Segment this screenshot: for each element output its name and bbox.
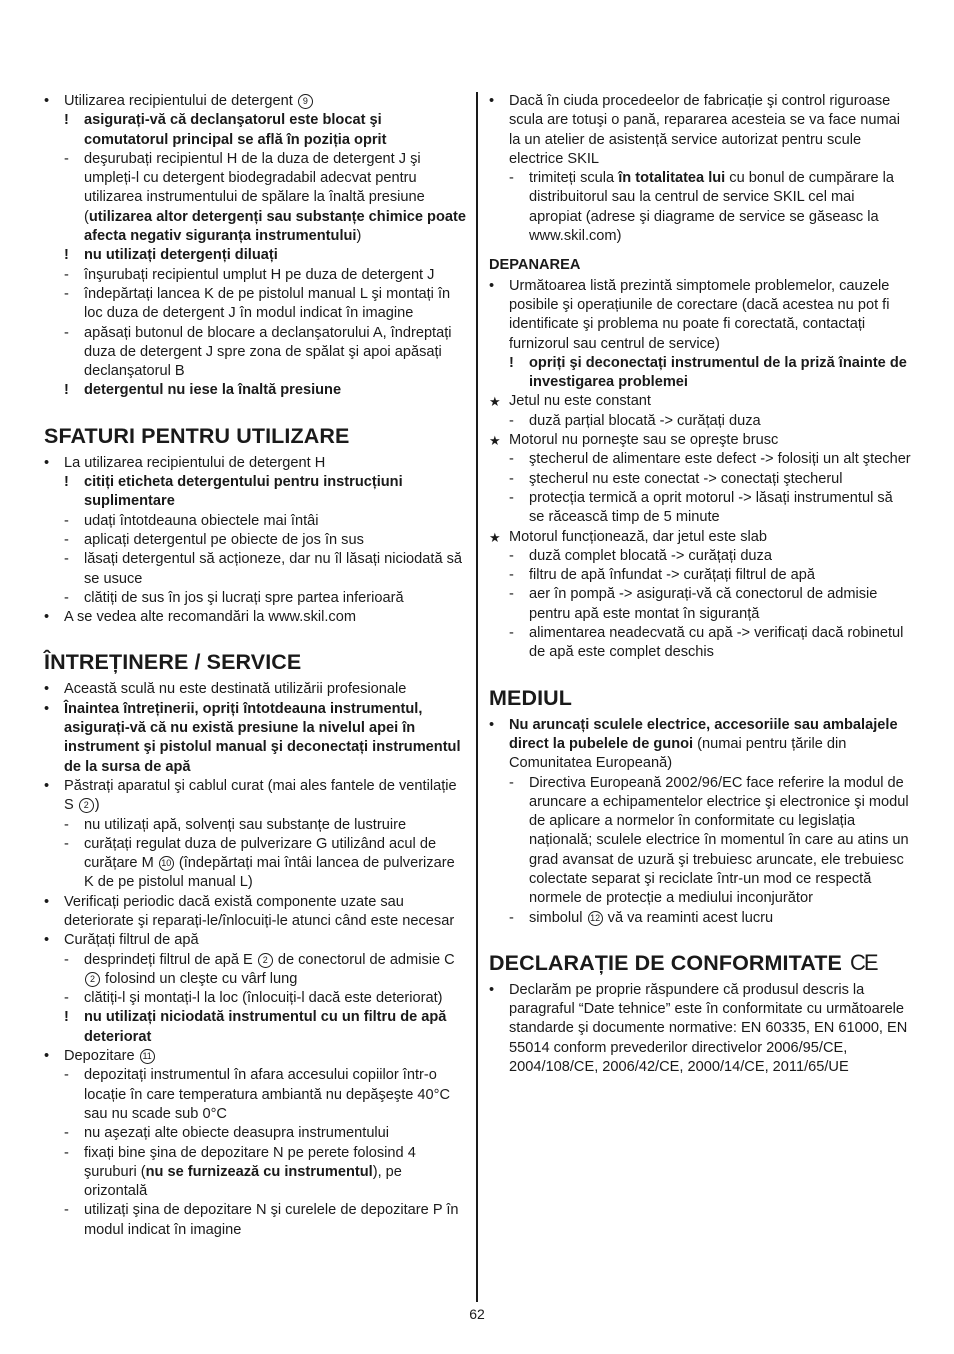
text-segment: utilizați şina de depozitare N şi curelele de depozitare P în modul indicat în imagine	[84, 1202, 459, 1238]
text-segment: nu se furnizează cu instrumentul	[145, 1163, 373, 1180]
text-segment: desprindeți filtrul de apă E	[84, 951, 257, 968]
text-segment: simbolul	[529, 909, 587, 926]
text-segment: Dacă în ciuda procedeelor de fabricație şi control riguroase scula are totuşi o pană, repararea acesteia se va face numai la un atelier de asistență service autorizat pentru scule electrice SKIL	[509, 93, 901, 167]
list-item	[489, 489, 911, 528]
list-item	[44, 1144, 466, 1202]
text-segment: detergentul nu iese la înaltă presiune	[84, 382, 342, 399]
list-item	[44, 550, 466, 589]
bullet-marker: -	[509, 451, 514, 468]
list-item	[44, 1066, 466, 1124]
text-segment: duză complet blocată -> curățați duza	[529, 547, 772, 564]
text-segment: clătiți-l şi montați-l la loc (înlocuiți-l dacă este deteriorat)	[84, 990, 443, 1007]
star-bullet-icon: ★	[489, 433, 501, 449]
list-item	[489, 981, 911, 1077]
list-item	[44, 381, 466, 400]
bullet-marker: -	[509, 470, 514, 487]
text-segment: lăsați detergentul să acționeze, dar nu îl lăsați niciodată să se usuce	[84, 551, 463, 587]
column-divider	[476, 92, 478, 1302]
list-item	[489, 450, 911, 469]
text-segment: alimentarea neadecvată cu apă -> verificați dacă robinetul de apă este complet deschis	[529, 625, 904, 661]
list-item	[489, 716, 911, 774]
text-segment: )	[94, 797, 100, 814]
list-item	[489, 624, 911, 663]
list-item	[489, 774, 911, 909]
text-segment: )	[356, 228, 362, 245]
text-segment: ştecherul nu este conectat -> conectați ştecherul	[529, 470, 843, 487]
bullet-marker: •	[489, 277, 495, 294]
warning-marker: !	[64, 1009, 69, 1026]
tips-list	[44, 454, 466, 628]
maintenance-heading: ÎNTREȚINERE / SERVICE	[44, 650, 302, 675]
text-segment: fixați bine şina de depozitare N pe perete folosind 4 şuruburi (	[84, 1144, 416, 1180]
figure-reference-icon: 2	[258, 953, 273, 968]
text-segment: Motorul nu porneşte sau se opreşte brusc	[509, 432, 779, 449]
figure-reference-icon: 2	[79, 798, 94, 813]
warning-marker: !	[64, 474, 69, 491]
text-segment: Declarăm pe proprie răspundere că produsul descris la paragraful “Date tehnice” este în conformitate cu următoarele standarde şi documente normative: EN 60335, EN 61000, EN 55014 conform prevederilor directivelor 2006/95/CE, 2004/108/CE, 2006/42/CE, 2000/14/CE, 2011/65/UE	[509, 981, 908, 1076]
text-segment: îndepărtați lancea K de pe pistolul manual L şi montați în loc duza de detergent J în modul indicat în imagine	[84, 285, 451, 322]
list-item	[44, 589, 466, 608]
list-item	[44, 454, 466, 473]
list-item	[44, 893, 466, 932]
list-item	[44, 816, 466, 835]
bullet-marker: •	[44, 700, 50, 717]
bullet-marker: -	[64, 951, 69, 968]
list-item	[44, 777, 466, 816]
troubleshooting-heading: DEPANAREA	[489, 257, 581, 274]
list-item	[44, 931, 466, 950]
text-segment: clătiți de sus în jos şi lucrați spre partea inferioară	[84, 589, 404, 606]
bullet-marker: -	[64, 512, 69, 529]
bullet-marker: -	[509, 774, 514, 791]
text-segment: Directiva Europeană 2002/96/EC face referire la modul de aruncare a echipamentelor electrice şi electronice şi modul de aplicare a normelor în conformitate cu legislația națională; sculele electrice în momentul în care au atins un grad avansat de uzură şi trebuiesc aruncate, ele trebuiesc colectate separat şi reciclate într-un mod ce respectă normele de protecție a mediului inconjurător	[529, 774, 909, 907]
star-bullet-icon: ★	[489, 529, 501, 545]
text-segment: Înaintea întreținerii, opriți întotdeauna instrumentul, asigurați-vă că nu există presiune la nivelul apei în instrument şi pistolul manual şi deconectați instrumentul de la sursa de apă	[64, 700, 461, 775]
ce-mark-icon: CE	[849, 949, 877, 975]
text-segment: aplicați detergentul pe obiecte de jos în sus	[84, 531, 364, 548]
text-segment: Curățați filtrul de apă	[64, 932, 199, 949]
warning-marker: !	[509, 354, 514, 371]
bullet-marker: -	[509, 547, 514, 564]
text-segment: asigurați-vă că declanşatorul este blocat şi comutatorul principal se află în poziția oprit	[84, 112, 387, 148]
warning-marker: !	[64, 247, 69, 264]
bullet-marker: •	[44, 932, 50, 949]
text-segment: ), pe orizontală	[84, 1163, 402, 1200]
text-segment: curățați regulat duza de pulverizare G utilizând acul de curățare M	[84, 835, 437, 872]
bullet-marker: •	[489, 716, 495, 733]
list-item	[44, 324, 466, 382]
text-segment: nu utilizați detergenți diluați	[84, 247, 278, 264]
list-item	[489, 277, 911, 354]
bullet-marker: -	[64, 1067, 69, 1084]
list-item	[44, 1008, 466, 1047]
bullet-marker: -	[64, 285, 69, 302]
conformity-title: DECLARAȚIE DE CONFORMITATE	[489, 950, 842, 975]
figure-reference-icon: 11	[140, 1049, 155, 1064]
list-item	[489, 470, 911, 489]
text-segment: udați întotdeauna obiectele mai întâi	[84, 512, 319, 529]
text-segment: (numai pentru țările din Comunitatea Europeană)	[509, 735, 847, 772]
bullet-marker: -	[64, 551, 69, 568]
warning-marker: !	[64, 382, 69, 399]
list-item	[489, 431, 911, 450]
bullet-marker: -	[509, 625, 514, 642]
bullet-marker: -	[509, 586, 514, 603]
bullet-marker: •	[44, 777, 50, 794]
bullet-marker: -	[64, 531, 69, 548]
bullet-marker: -	[64, 990, 69, 1007]
list-item	[44, 680, 466, 699]
conformity-list	[489, 981, 911, 1077]
list-item	[489, 528, 911, 547]
tips-heading: SFATURI PENTRU UTILIZARE	[44, 423, 350, 448]
bullet-marker: •	[44, 681, 50, 698]
text-segment: utilizarea altor detergenți sau substanțe chimice poate afecta negativ siguranța instrumentului	[84, 208, 466, 245]
bullet-marker: •	[44, 893, 50, 910]
list-item	[489, 585, 911, 624]
list-item	[44, 111, 466, 150]
conformity-heading	[489, 950, 911, 976]
bullet-marker: -	[64, 1125, 69, 1142]
text-segment: Depozitare	[64, 1048, 139, 1065]
text-segment: înşurubați recipientul umplut H pe duza de detergent J	[84, 266, 435, 283]
text-segment: nu aşezați alte obiecte deasupra instrumentului	[84, 1125, 390, 1142]
text-segment: trimiteți scula	[529, 170, 619, 187]
text-segment: deşurubați recipientul H de la duza de detergent J şi umpleți-l cu detergent biodegradabil adecvat pentru utilizarea instrumentului de spălare la înaltă presiune (	[84, 150, 425, 225]
list-item	[489, 547, 911, 566]
repair-list	[489, 92, 911, 246]
list-item	[44, 1201, 466, 1240]
list-item	[44, 512, 466, 531]
bullet-marker: -	[509, 489, 514, 506]
list-item	[44, 246, 466, 265]
text-segment: Verificați periodic dacă există componente uzate sau deteriorate şi reparați-le/înlocuiți-le atunci când este necesar	[64, 893, 455, 929]
text-segment: Următoarea listă prezintă simptomele problemelor, cauzele posibile şi operațiunile de corectare (dacă acestea nu pot fi identificate şi problema nu poate fi corectată, contactați furnizorul sau centrul de service)	[509, 277, 890, 352]
warning-marker: !	[64, 112, 69, 129]
list-item	[44, 92, 466, 111]
bullet-marker: -	[64, 1144, 69, 1161]
list-item	[44, 531, 466, 550]
figure-reference-icon: 9	[298, 94, 313, 109]
text-segment: aer în pompă -> asigurați-vă că conectorul de admisie pentru apă este montat în siguranță	[529, 586, 878, 622]
detergent-usage-list	[44, 92, 466, 401]
text-segment: (îndepărtați mai întâi lancea de pulverizare K de pe pistolul manual L)	[84, 855, 455, 891]
figure-reference-icon: 12	[588, 911, 603, 926]
bullet-marker: •	[489, 981, 495, 998]
text-segment: citiți eticheta detergentului pentru instrucțiuni suplimentare	[84, 474, 403, 510]
list-item	[44, 951, 466, 990]
list-item	[44, 1047, 466, 1066]
text-segment: vă va reaminti acest lucru	[603, 909, 774, 926]
text-segment: protecția termică a oprit motorul -> lăsați instrumentul să se răcească timp de 5 minute	[529, 489, 893, 526]
star-bullet-icon: ★	[489, 394, 501, 410]
bullet-marker: -	[509, 567, 514, 584]
text-segment: filtru de apă înfundat -> curățați filtrul de apă	[529, 567, 815, 584]
text-segment: nu utilizați apă, solvenți sau substanțe de lustruire	[84, 816, 407, 833]
text-segment: cu bonul de cumpărare la distribuitorul sau la centrul de service SKIL cel mai apropiat (adrese şi diagrame de service se găseasc la www.skil.com)	[529, 170, 894, 245]
text-segment: Păstrați aparatul şi cablul curat (mai ales fantele de ventilație S	[64, 777, 457, 814]
text-segment: A se vedea alte recomandări la www.skil.com	[64, 609, 357, 626]
list-item	[44, 1124, 466, 1143]
page-number: 62	[469, 1306, 485, 1322]
text-segment: duză parțial blocată -> curățați duza	[529, 412, 761, 429]
text-segment: de conectorul de admisie C	[273, 951, 455, 968]
list-item	[44, 835, 466, 893]
list-item	[44, 700, 466, 777]
text-segment: ştecherul de alimentare este defect -> folosiți un alt ştecher	[529, 451, 911, 468]
text-segment: La utilizarea recipientului de detergent H	[64, 454, 326, 471]
bullet-marker: •	[44, 609, 50, 626]
list-item	[44, 150, 466, 246]
bullet-marker: -	[64, 835, 69, 852]
list-item	[489, 566, 911, 585]
list-item	[489, 392, 911, 411]
bullet-marker: •	[489, 93, 495, 109]
text-segment: depozitați instrumentul în afara accesului copiilor într-o locație în care temperatura ambiantă nu depăşeşte 40°C sau nu scade sub 0°C	[84, 1067, 451, 1122]
left-column	[44, 92, 466, 1240]
bullet-marker: -	[64, 1202, 69, 1219]
list-item	[44, 285, 466, 324]
bullet-marker: -	[509, 909, 514, 926]
text-segment: nu utilizați niciodată instrumentul cu un filtru de apă deteriorat	[84, 1009, 447, 1045]
bullet-marker: -	[509, 412, 514, 429]
text-segment: Jetul nu este constant	[509, 393, 651, 410]
text-segment: folosind un cleşte cu vârf lung	[101, 970, 298, 987]
bullet-marker: -	[509, 170, 514, 187]
list-item	[489, 169, 911, 246]
bullet-marker: -	[64, 589, 69, 606]
troubleshooting-list	[489, 277, 911, 663]
environment-heading: MEDIUL	[489, 685, 573, 710]
list-item	[489, 354, 911, 393]
list-item	[44, 989, 466, 1008]
list-item	[44, 473, 466, 512]
text-segment: opriți şi deconectați instrumentul de la priză înainte de investigarea problemei	[529, 354, 907, 391]
text-segment: Motorul funcționează, dar jetul este slab	[509, 528, 767, 545]
bullet-marker: -	[64, 324, 69, 341]
text-segment: Nu aruncați sculele electrice, accesoriile sau ambalajele direct la pubelele de gunoi	[509, 716, 898, 752]
bullet-marker: -	[64, 816, 69, 833]
figure-reference-icon: 10	[159, 856, 174, 871]
list-item	[44, 266, 466, 285]
right-column	[489, 92, 911, 1077]
bullet-marker: •	[44, 1048, 50, 1065]
bullet-marker: -	[64, 266, 69, 283]
list-item	[489, 412, 911, 431]
list-item	[489, 92, 911, 169]
environment-list	[489, 716, 911, 928]
maintenance-list	[44, 680, 466, 1240]
text-segment: în totalitatea lui	[618, 170, 726, 187]
list-item	[44, 608, 466, 627]
text-segment: Această sculă nu este destinată utilizării profesionale	[64, 681, 407, 698]
bullet-marker: •	[44, 454, 50, 471]
bullet-marker: •	[44, 93, 50, 109]
list-item	[489, 909, 911, 928]
bullet-marker: -	[64, 150, 69, 167]
figure-reference-icon: 2	[85, 972, 100, 987]
text-segment: Utilizarea recipientului de detergent	[64, 93, 297, 109]
text-segment: apăsați butonul de blocare a declanşatorului A, îndreptați duza de detergent J spre zona de spălat şi apoi apăsați declanşatorul B	[84, 324, 452, 380]
